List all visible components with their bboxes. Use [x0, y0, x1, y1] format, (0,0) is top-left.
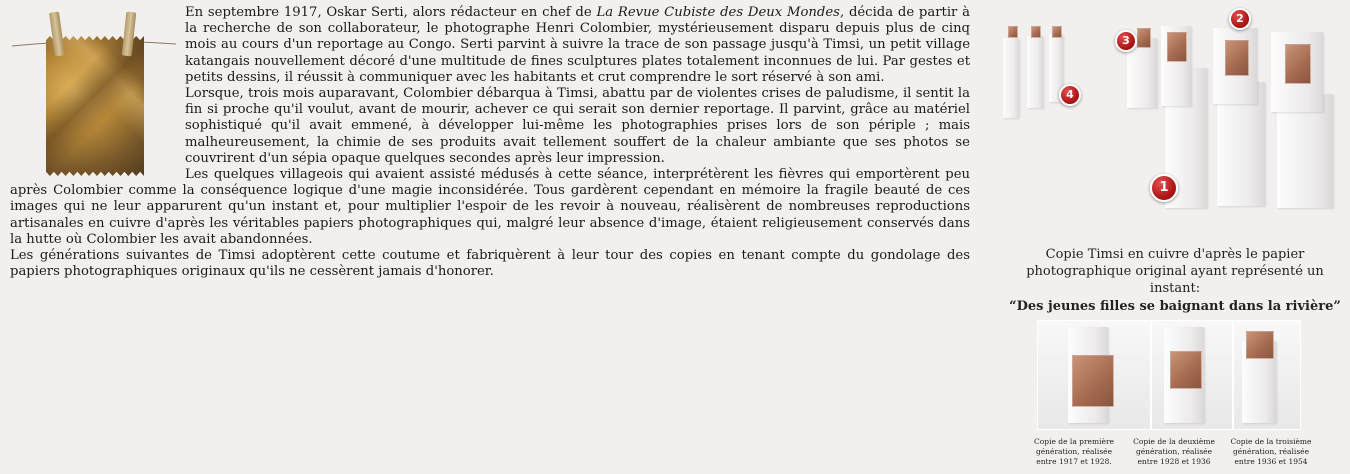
caption-text: Copie Timsi en cuivre d'après le papier photographique original ayant représenté un instant:	[1026, 247, 1324, 296]
right-column	[995, 0, 1350, 474]
generation-2-image	[1151, 320, 1233, 430]
generation-1-caption: Copie de la première génération, réalisée entre 1917 et 1928.	[1034, 437, 1114, 466]
journal-title: La Revue Cubiste des Deux Mondes	[596, 5, 840, 20]
generation-3-image	[1233, 320, 1301, 430]
generation-2-caption: Copie de la deuxième génération, réalisée entre 1928 et 1936	[1133, 437, 1215, 466]
paragraph-2: Lorsque, trois mois auparavant, Colombier débarqua à Timsi, abattu par de violentes crises de paludisme, il sentit la fin si proche qu'il voulut, avant de mourir, achever ce qui serait son dernier reportage. Il parvint, grâce au matériel sophistiqué qu'il avait emmené, à développer lui-même les photographies prises lors de son périple ; mais malheureusement, la chimie de ses produits avait tellement souffert de la chaleur ambiante que ses photos se couvrirent d'un sépia opaque quelques secondes après leur impression.	[185, 86, 970, 166]
generations-photo	[1037, 320, 1301, 428]
generation-1-image	[1037, 320, 1151, 430]
paragraph-1: En septembre 1917, Oskar Serti, alors rédacteur en chef de La Revue Cubiste des Deux Mondes, décida de partir à la recherche de son collaborateur, le photographe Henri Colombier, mystérieusement disparu depuis plus de cinq mois au cours d'un reportage au Congo. Serti parvint à suivre la trace de son passage jusqu'à Timsi, un petit village katangais nouvellement décoré d'une multitude de fines sculptures plates totalement inconnues de lui. Par gestes et petits dessins, il réussit à communiquer avec les habitants et crut comprendre le sort réservé à son ami.	[185, 5, 971, 85]
article-text	[10, 5, 970, 280]
marker-2[interactable]: 2	[1229, 8, 1251, 30]
paragraph-3: Les quelques villageois qui avaient assisté médusés à cette séance, interprétèrent les fièvres qui emportèrent peu après Colombier comme la conséquence logique d'une magie inconsidérée. Tous gardèrent cependant en mémoire la fragile beauté de ces images qui ne leur apparurent qu'un instant et, pour multiplier l'espoir de les revoir à nouveau, réalisèrent de nombreuses reproductions artisanales en cuivre d'après les véritables papiers photographiques qui, malgré leur absence d'image, étaient religieusement conservés dans la hutte où Colombier les avait abandonnées.	[10, 167, 970, 247]
paragraph-4: Les générations suivantes de Timsi adoptèrent cette coutume et fabriquèrent à leur tour des copies en tenant compte du gondolage des papiers photographiques originaux qu'ils ne cessèrent jamais d'honorer.	[10, 248, 970, 280]
main-caption	[1005, 246, 1345, 315]
marker-1[interactable]: 1	[1150, 174, 1178, 202]
caption-quote: “Des jeunes filles se baignant dans la rivière”	[1009, 299, 1341, 314]
sculpture-photo	[995, 8, 1345, 208]
generation-3-caption: Copie de la troisième génération, réalisée entre 1936 et 1954	[1230, 437, 1312, 466]
marker-3[interactable]: 3	[1115, 30, 1137, 52]
marker-4[interactable]: 4	[1059, 84, 1081, 106]
